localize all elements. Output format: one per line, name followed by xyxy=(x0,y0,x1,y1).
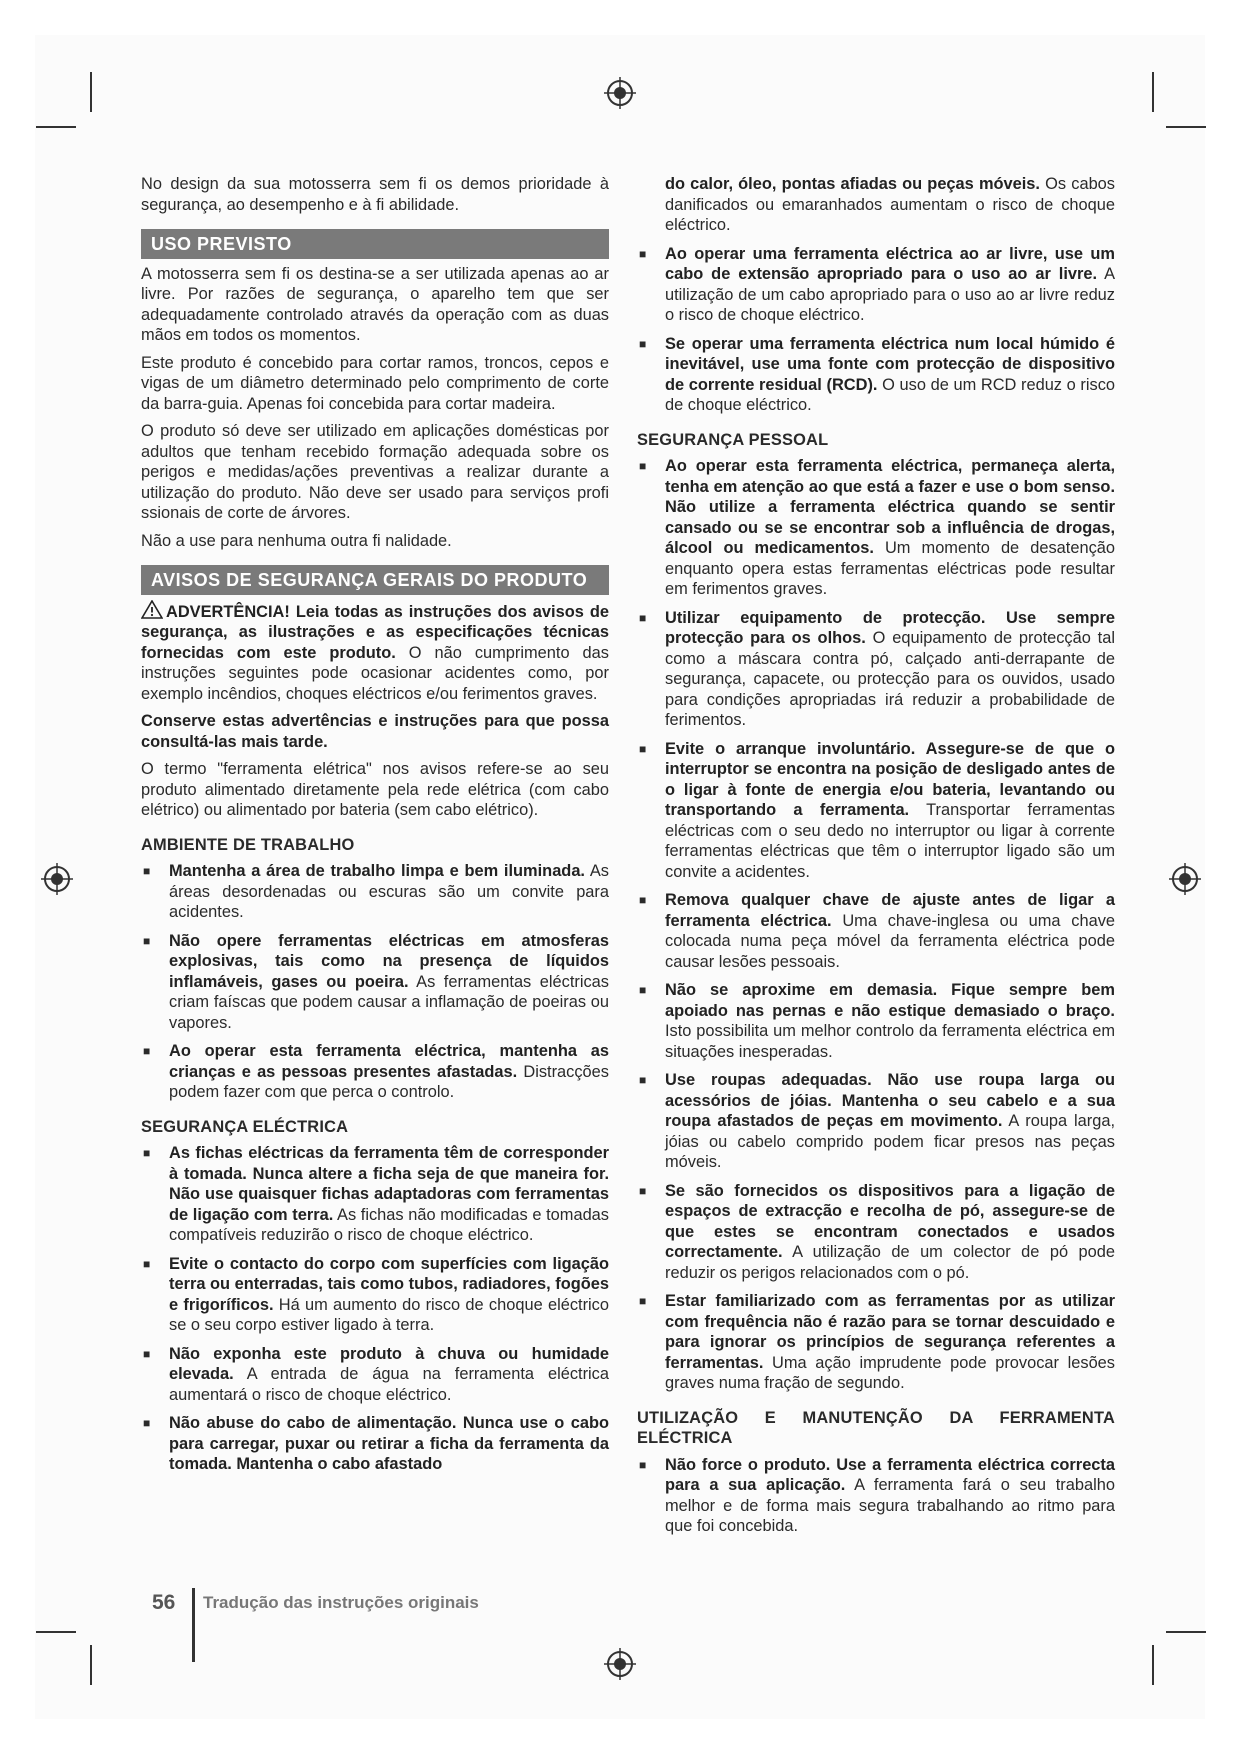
warning-bold: ADVERTÊNCIA! Leia todas as instruções dos avisos de segurança, as ilustrações e as especificações técnicas fornecidas com este produto. xyxy=(141,602,609,662)
list-item-text: Os cabos danificados ou emaranhados aumentam o risco de choque eléctrico. xyxy=(665,175,1115,234)
registration-mark-icon xyxy=(40,862,74,896)
bullet-square-icon: ■ xyxy=(639,741,647,756)
bullet-square-icon: ■ xyxy=(639,610,647,625)
bullet-square-icon: ■ xyxy=(639,1294,647,1308)
list-item-bold: Não exponha este produto à chuva ou humidade elevada. xyxy=(169,1344,609,1383)
list-item-bold: Evite o arranque involuntário. Assegure-se de que o interruptor se encontra na posição de desligado antes de o ligar à fonte de energia e/ou bateria, levantando ou transportando a ferramenta. xyxy=(665,739,1115,819)
list-item-text: Distracções podem fazer com que perca o controlo. xyxy=(169,1062,609,1101)
warning-triangle-icon xyxy=(141,600,163,619)
list-item-text: A entrada de água na ferramenta eléctrica aumentará o risco de choque eléctrico. xyxy=(169,1365,609,1404)
list-item-bold: Não force o produto. Use a ferramenta eléctrica correcta para a sua aplicação. xyxy=(665,1455,1115,1494)
bullet-square-icon: ■ xyxy=(639,1073,647,1087)
list-item-bold: Se são fornecidos os dispositivos para a ligação de espaços de extracção e recolha de pó, assegure-se de que estes se encontram conectados e usados correctamente. xyxy=(665,1181,1115,1261)
subheading-eletrica: SEGURANÇA ELÉCTRICA xyxy=(141,1117,349,1136)
list-item xyxy=(637,980,1115,1062)
bullet-square-icon: ■ xyxy=(143,1346,151,1361)
list-item-bold: Não abuse do cabo de alimentação. Nunca use o cabo para carregar, puxar ou retirar a ficha da ferramenta da tomada. Mantenha o cabo afastado xyxy=(169,1414,609,1473)
bullet-square-icon: ■ xyxy=(639,1183,647,1198)
list-item xyxy=(637,1455,1115,1537)
termo-paragraph: O termo "ferramenta elétrica" nos avisos refere-se ao seu produto alimentado diretamente pela rede elétrica (com cabo elétrico) ou alimentado por bateria (sem cabo elétrico). xyxy=(141,760,609,819)
right-column xyxy=(637,174,1115,1545)
crop-mark xyxy=(36,126,76,128)
crop-mark xyxy=(1152,1645,1154,1685)
crop-mark xyxy=(1166,1631,1206,1633)
conserve-text: Conserve estas advertências e instruções para que possa consultá-las mais tarde. xyxy=(141,712,609,751)
uso-paragraph-3: O produto só deve ser utilizado em aplicações domésticas por adultos que tenham recebido formação adequada sobre os perigos e medidas/ações preventivas a realizar durante a utilização do produto. Não deve ser usado para serviços profi ssionais de corte de árvores. xyxy=(141,422,609,522)
crop-mark xyxy=(90,1645,92,1685)
list-item-continued xyxy=(637,174,1115,236)
list-item-bold: Não opere ferramentas eléctricas em atmosferas explosivas, tais como na presença de líquidos inflamáveis, gases ou poeira. xyxy=(169,931,609,991)
crop-mark xyxy=(90,72,92,112)
list-item-bold: Se operar uma ferramenta eléctrica num local húmido é inevitável, use uma fonte com protecção de dispositivo de corrente residual (RCD). xyxy=(665,334,1115,394)
list-item xyxy=(637,1291,1115,1394)
subheading-manutencao: UTILIZAÇÃO E MANUTENÇÃO DA FERRAMENTA ELÉCTRICA xyxy=(637,1408,1115,1447)
list-item-bold: Remova qualquer chave de ajuste antes de ligar a ferramenta eléctrica. xyxy=(665,891,1115,930)
section-title-uso-previsto: USO PREVISTO xyxy=(141,229,609,259)
subheading-ambiente: AMBIENTE DE TRABALHO xyxy=(141,835,355,854)
list-item xyxy=(637,334,1115,416)
warning-text: O não cumprimento das instruções seguintes pode ocasionar acidentes como, por exemplo incêndios, choques eléctricos e/ou ferimentos graves. xyxy=(141,643,609,703)
bullet-square-icon: ■ xyxy=(143,933,151,948)
list-item-bold: Não se aproxime em demasia. Fique sempre bem apoiado nas pernas e não estique demasiado o braço. xyxy=(665,981,1115,1020)
uso-paragraph-1: A motosserra sem fi os destina-se a ser utilizada apenas ao ar livre. Por razões de segurança, o aparelho tem que ser adequadamente controlado através da operação com as duas mãos em todos os momentos. xyxy=(141,264,609,344)
crop-mark xyxy=(1166,126,1206,128)
list-item xyxy=(637,608,1115,731)
list-item-text: A utilização de um colector de pó pode reduzir os perigos relacionados com o pó. xyxy=(665,1243,1115,1282)
list-item xyxy=(141,1041,609,1103)
list-item-bold: Ao operar esta ferramenta eléctrica, permaneça alerta, tenha em atenção ao que está a fazer e use o bom senso. Não utilize a ferramenta eléctrica quando se sentir cansado ou se se encontrar sob a influência de drogas, álcool ou medicamentos. xyxy=(665,457,1115,557)
list-item-bold: Estar familiarizado com as ferramentas por as utilizar com frequência não é razão para se tornar descuidado e para ignorar os princípios de segurança referentes a ferramentas. xyxy=(665,1292,1115,1372)
bullet-square-icon: ■ xyxy=(143,864,151,878)
list-item-text: O uso de um RCD reduz o risco de choque eléctrico. xyxy=(665,375,1116,414)
list-item-bold: Evite o contacto do corpo com superfícies com ligação terra ou enterradas, tais como tubos, radiadores, fogões e frigoríficos. xyxy=(169,1254,609,1314)
list-item xyxy=(637,244,1115,326)
registration-mark-icon xyxy=(603,1647,637,1681)
list-item-text: Um momento de desatenção enquanto opera estas ferramentas eléctricas pode resultar em ferimentos graves. xyxy=(665,539,1116,598)
uso-paragraph-4: Não a use para nenhuma outra fi nalidade. xyxy=(141,531,452,550)
list-item-text: As ferramentas eléctricas criam faíscas que podem causar a inflamação de poeiras ou vapores. xyxy=(169,972,609,1032)
list-item xyxy=(637,1070,1115,1173)
list-item-text: A utilização de um cabo apropriado para o uso ao ar livre reduz o risco de choque eléctrico. xyxy=(665,265,1115,324)
list-item xyxy=(637,1181,1115,1284)
registration-mark-icon xyxy=(603,76,637,110)
warning-paragraph xyxy=(141,600,609,705)
list-item-text: A ferramenta fará o seu trabalho melhor e de forma mais segura trabalhando ao ritmo para que foi concebida. xyxy=(665,1476,1115,1535)
list-item xyxy=(141,1254,609,1336)
list-item xyxy=(141,1413,609,1475)
list-item xyxy=(141,861,609,923)
page-number: 56 xyxy=(152,1591,176,1614)
section-title-avisos: AVISOS DE SEGURANÇA GERAIS DO PRODUTO xyxy=(141,565,609,595)
bullet-square-icon: ■ xyxy=(639,246,647,261)
list-item-bold: Mantenha a área de trabalho limpa e bem iluminada. xyxy=(169,862,585,880)
list-item-bold: Use roupas adequadas. Não use roupa larga ou acessórios de jóias. Mantenha o seu cabelo e a sua roupa afastados de peças em movimento. xyxy=(665,1071,1115,1130)
uso-paragraph-2: Este produto é concebido para cortar ramos, troncos, cepos e vigas de um diâmetro determinado pelo comprimento de corte da barra-guia. Apenas foi concebida para cortar madeira. xyxy=(141,353,609,413)
list-item xyxy=(637,890,1115,972)
list-item xyxy=(637,739,1115,883)
list-item-text: Isto possibilita um melhor controlo da ferramenta eléctrica em situações inesperadas. xyxy=(665,1022,1115,1061)
list-item-bold: do calor, óleo, pontas afiadas ou peças móveis. xyxy=(665,175,1040,193)
list-item xyxy=(141,1143,609,1246)
conserve-paragraph xyxy=(141,711,609,752)
footer-text: Tradução das instruções originais xyxy=(203,1593,479,1612)
bullet-square-icon: ■ xyxy=(143,1416,151,1430)
list-item-text: O equipamento de protecção tal como a máscara contra pó, calçado anti-derrapante de segurança, capacete, ou protecção para os ouvidos, usado para condições apropriadas irá reduzir a probabilidade de ferimentos. xyxy=(665,629,1115,729)
list-item-text: Uma ação imprudente pode provocar lesões graves numa fração de segundo. xyxy=(665,1353,1115,1392)
crop-mark xyxy=(1152,72,1154,112)
crop-mark xyxy=(36,1631,76,1633)
intro-paragraph: No design da sua motosserra sem fi os demos prioridade à segurança, ao desempenho e à fi abilidade. xyxy=(141,175,609,214)
bullet-square-icon: ■ xyxy=(639,893,647,907)
list-item-bold: Ao operar uma ferramenta eléctrica ao ar livre, use um cabo de extensão apropriado para o uso ao ar livre. xyxy=(665,244,1115,283)
list-item-text: Há um aumento do risco de choque eléctrico se o seu corpo estiver ligado à terra. xyxy=(169,1295,609,1334)
bullet-square-icon: ■ xyxy=(143,1256,151,1271)
bullet-square-icon: ■ xyxy=(143,1044,151,1058)
list-item xyxy=(637,456,1115,600)
list-item-text: Transportar ferramentas eléctricas com o seu dedo no interruptor ou ligar à corrente ferramentas eléctricas que têm o interruptor ligado são um convite a acidentes. xyxy=(665,801,1115,881)
subheading-pessoal: SEGURANÇA PESSOAL xyxy=(637,430,829,449)
list-item-bold: Utilizar equipamento de protecção. Use sempre protecção para os olhos. xyxy=(665,608,1115,647)
bullet-square-icon: ■ xyxy=(639,459,647,473)
left-column xyxy=(141,174,609,1483)
list-item xyxy=(141,1344,609,1406)
bullet-square-icon: ■ xyxy=(639,336,647,351)
list-item-bold: Ao operar esta ferramenta eléctrica, mantenha as crianças e as pessoas presentes afastadas. xyxy=(169,1042,609,1081)
bullet-square-icon: ■ xyxy=(143,1146,151,1160)
list-item xyxy=(141,931,609,1034)
bullet-square-icon: ■ xyxy=(639,983,647,997)
bullet-square-icon: ■ xyxy=(639,1457,647,1472)
list-item-text: A roupa larga, jóias ou cabelo comprido podem ficar presos nas peças móveis. xyxy=(665,1112,1115,1171)
list-item-text: As fichas não modificadas e tomadas compatíveis reduzirão o risco de choque eléctrico. xyxy=(169,1205,609,1244)
list-item-text: As áreas desordenadas ou escuras são um convite para acidentes. xyxy=(169,862,609,921)
list-item-text: Uma chave-inglesa ou uma chave colocada numa peça móvel da ferramenta eléctrica pode causar lesões pessoais. xyxy=(665,911,1115,971)
registration-mark-icon xyxy=(1168,862,1202,896)
list-item-bold: As fichas eléctricas da ferramenta têm de corresponder à tomada. Nunca altere a ficha seja de que maneira for. Não use quaisquer fichas adaptadoras com ferramentas de ligação com terra. xyxy=(169,1144,609,1224)
footer-divider xyxy=(192,1588,195,1662)
